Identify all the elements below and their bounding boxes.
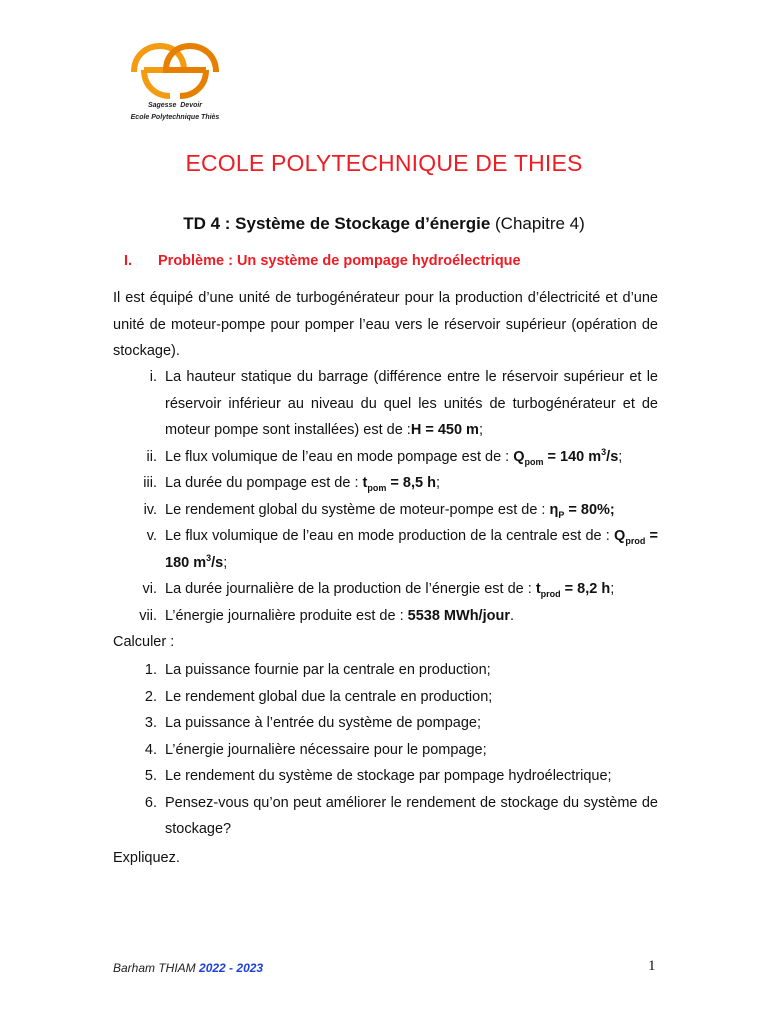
logo-school-name: Ecole Polytechnique Thiès (130, 114, 220, 121)
item-marker: v. (146, 528, 157, 544)
item-tail: ; (435, 475, 440, 491)
question-item (113, 737, 658, 764)
value-number: = 8,2 h (560, 581, 611, 597)
value-superscript: 3 (206, 552, 212, 563)
list-item (113, 523, 658, 576)
value-subscript: pom (524, 456, 544, 467)
item-value (411, 422, 479, 438)
question-item (113, 657, 658, 684)
question-item (113, 790, 658, 843)
value-superscript: 3 (601, 446, 607, 457)
section-heading: I. Problème : Un système de pompage hydroélectrique (124, 253, 521, 269)
value-number: = 140 m (543, 448, 602, 465)
item-marker: ii. (146, 448, 157, 465)
value-symbol: η (549, 501, 559, 518)
school-logo (120, 42, 230, 130)
logo-motto: Sagesse Devoir (147, 102, 203, 109)
question-item (113, 684, 658, 711)
question-marker: 2. (144, 688, 157, 705)
item-text (165, 470, 658, 497)
list-item (113, 603, 658, 630)
item-description: La durée journalière de la production de l’énergie est de : (165, 581, 536, 597)
logo-emblem-icon (126, 42, 224, 102)
item-value (408, 608, 510, 624)
item-value (513, 446, 619, 467)
conclusion: Expliquez. (113, 850, 180, 866)
item-tail: ; (610, 581, 615, 597)
item-marker: i. (149, 369, 157, 385)
item-value (536, 581, 610, 597)
value-number: = 180 m (165, 528, 659, 571)
item-text (165, 523, 658, 576)
list-item (113, 576, 658, 603)
value-number: H = 450 m (410, 422, 479, 438)
value-unit: /s (606, 448, 619, 465)
page-number: 1 (648, 958, 656, 974)
question-text: La puissance fournie par la centrale en production; (165, 662, 491, 678)
footer-author: Barham THIAM 2022 - 2023 (113, 961, 264, 975)
value-subscript: prod (540, 588, 561, 599)
item-description: La durée du pompage est de : (165, 475, 363, 491)
item-tail: . (509, 607, 514, 624)
value-symbol: t (535, 581, 541, 597)
value-subscript: prod (625, 535, 646, 546)
item-description: Le flux volumique de l’eau en mode pompage est de : (165, 448, 514, 465)
question-marker: 1. (144, 662, 157, 678)
list-item (113, 444, 658, 471)
value-number: = 80%; (564, 501, 615, 518)
question-text: Le rendement global due la centrale en production; (165, 688, 493, 705)
question-marker: 4. (144, 741, 157, 758)
item-value (549, 502, 614, 518)
value-number: 5538 MWh/jour (407, 607, 510, 624)
calc-label: Calculer : (113, 634, 175, 650)
question-marker: 6. (144, 794, 157, 811)
item-text (165, 497, 658, 524)
question-text: La puissance à l’entrée du système de pompage; (165, 715, 481, 731)
list-item (113, 497, 658, 524)
value-unit: /s (211, 554, 224, 571)
question-marker: 5. (144, 768, 157, 784)
item-value (363, 475, 436, 491)
item-text (165, 576, 658, 603)
list-item (113, 364, 658, 444)
item-tail: ; (478, 422, 483, 438)
item-description: La hauteur statique du barrage (différence entre le réservoir supérieur et le réservoir inférieur au niveau du quel les unités de turbogénérateur et de moteur pompe sont installées) est de : (165, 369, 658, 438)
item-marker: vii. (139, 607, 157, 624)
value-subscript: P (558, 509, 565, 520)
list-item (113, 470, 658, 497)
td-title: TD 4 : Système de Stockage d’énergie (Chapitre 4) (183, 214, 585, 233)
data-list (113, 364, 658, 629)
intro-paragraph: Il est équipé d’une unité de turbogénérateur pour la production d’électricité et d’une unité de moteur-pompe pour pomper l’eau vers le réservoir supérieur (opération de stockage). (113, 290, 658, 359)
item-description: Le flux volumique de l’eau en mode production de la centrale est de : (165, 528, 615, 544)
item-description: L’énergie journalière produite est de : (165, 607, 408, 624)
item-tail: ; (223, 554, 228, 571)
item-tail: ; (618, 448, 623, 465)
item-description: Le rendement global du système de moteur-pompe est de : (165, 501, 550, 518)
question-marker: 3. (144, 715, 157, 731)
item-marker: iii. (143, 475, 157, 491)
item-text (165, 444, 658, 471)
value-symbol: Q (614, 528, 626, 544)
value-subscript: pom (367, 482, 387, 493)
item-text (165, 603, 658, 630)
question-item (113, 710, 658, 737)
value-number: = 8,5 h (386, 475, 436, 491)
school-title: ECOLE POLYTECHNIQUE DE THIES (185, 150, 583, 176)
item-text (165, 364, 658, 444)
value-symbol: Q (513, 448, 525, 465)
question-text: L’énergie journalière nécessaire pour le pompage; (165, 741, 487, 758)
question-text: Le rendement du système de stockage par pompage hydroélectrique; (165, 768, 612, 784)
item-marker: iv. (143, 501, 157, 518)
value-symbol: t (362, 475, 368, 491)
item-marker: vi. (142, 581, 157, 597)
question-list (113, 657, 658, 843)
question-text: Pensez-vous qu’on peut améliorer le rendement de stockage du système de stockage? (165, 794, 658, 837)
question-item (113, 763, 658, 790)
